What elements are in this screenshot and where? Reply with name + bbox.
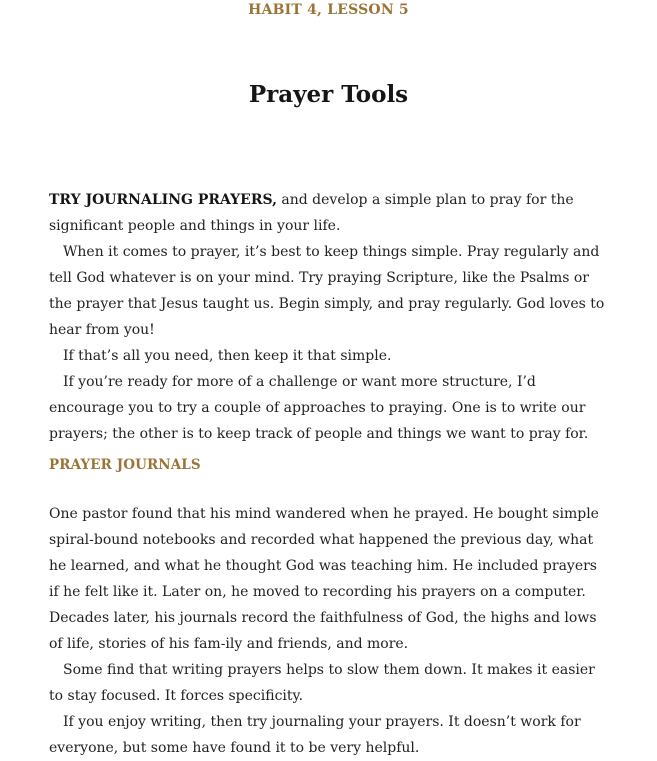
lesson-label: HABIT 4, LESSON 5 <box>248 2 409 18</box>
body-paragraph: If you enjoy writing, then try journaling your prayers. It doesn’t work for everyone, but some have found it to be very helpful. <box>49 714 581 756</box>
body-paragraph: Some find that writing prayers helps to slow them down. It makes it easier to stay focused. It forces specificity. <box>49 662 595 704</box>
lead-rest-text: and develop a simple plan to pray for the significant people and things in your life. <box>49 192 574 234</box>
body-paragraph: When it comes to prayer, it’s best to keep things simple. Pray regularly and tell God whatever is on your mind. Try praying Scripture, like the Psalms or the prayer that Jesus taught us. Begin simply, and pray regularly. God loves to hear from you! <box>49 244 605 338</box>
lead-in-text: TRY JOURNALING PRAYERS, <box>49 192 277 208</box>
prayer-journals-section <box>49 501 609 761</box>
body-paragraph: If that’s all you need, then keep it that simple. <box>63 348 392 364</box>
body-paragraph: If you’re ready for more of a challenge or want more structure, I’d encourage you to try a couple of approaches to praying. One is to write our prayers; the other is to keep track of people and things we want to pray for. <box>49 374 589 442</box>
section-heading: PRAYER JOURNALS <box>49 457 201 473</box>
intro-section <box>49 187 609 447</box>
body-paragraph: One pastor found that his mind wandered when he prayed. He bought simple spiral-bound notebooks and recorded what happened the previous day, what he learned, and what he thought God was teaching him. He included prayers if he felt like it. Later on, he moved to recording his prayers on a computer. Decades later, his journals record the faithfulness of God, the highs and lows of life, stories of his fam-ily and friends, and more. <box>49 506 599 652</box>
page-title: Prayer Tools <box>248 81 409 108</box>
intro-paragraph <box>49 187 609 239</box>
